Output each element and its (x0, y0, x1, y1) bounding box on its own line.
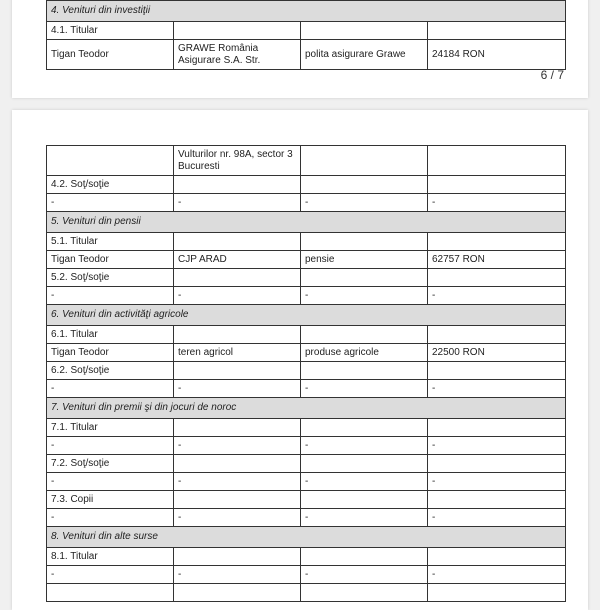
dash-cell: - (301, 380, 428, 398)
empty-cell (428, 362, 566, 380)
empty-cell (428, 176, 566, 194)
service-cell: pensie (301, 251, 428, 269)
empty-cell (428, 22, 566, 40)
empty-cell (428, 548, 566, 566)
dash-cell: - (428, 380, 566, 398)
empty-cell (47, 584, 174, 602)
dash-cell: - (174, 473, 301, 491)
income-table (46, 145, 566, 602)
service-cell: produse agricole (301, 344, 428, 362)
section-header-other (47, 527, 566, 548)
section-header-pensions (47, 212, 566, 233)
row-label: 4.2. Soţ/soţie (47, 176, 174, 194)
row-label: 5.2. Soţ/soţie (47, 269, 174, 287)
empty-cell (301, 548, 428, 566)
dash-cell: - (428, 287, 566, 305)
empty-cell (428, 326, 566, 344)
section-title: 7. Venituri din premii şi din jocuri de noroc (47, 398, 566, 419)
source-cell: GRAWE România Asigurare S.A. Str. (174, 40, 301, 70)
table-row (47, 40, 566, 70)
empty-cell (428, 584, 566, 602)
amount-cell: 62757 RON (428, 251, 566, 269)
table-row (47, 584, 566, 602)
table-row (47, 437, 566, 455)
empty-cell (301, 326, 428, 344)
document-page-6 (12, 0, 588, 98)
dash-cell: - (301, 287, 428, 305)
table-row (47, 473, 566, 491)
empty-cell (301, 269, 428, 287)
empty-cell (301, 419, 428, 437)
section-header-agricultural (47, 305, 566, 326)
dash-cell: - (428, 566, 566, 584)
amount-cell: 22500 RON (428, 344, 566, 362)
table-row (47, 269, 566, 287)
dash-cell: - (428, 509, 566, 527)
dash-cell: - (174, 194, 301, 212)
dash-cell: - (174, 437, 301, 455)
empty-cell (301, 362, 428, 380)
empty-cell (428, 233, 566, 251)
dash-cell: - (174, 380, 301, 398)
row-label: 6.2. Soţ/soţie (47, 362, 174, 380)
section-title: 6. Venituri din activităţi agricole (47, 305, 566, 326)
table-row (47, 548, 566, 566)
dash-cell: - (47, 473, 174, 491)
beneficiary-cell: Tigan Teodor (47, 251, 174, 269)
empty-cell (174, 269, 301, 287)
section-header-investments (47, 1, 566, 22)
dash-cell: - (47, 194, 174, 212)
table-row (47, 380, 566, 398)
table-row (47, 194, 566, 212)
dash-cell: - (301, 473, 428, 491)
row-label: 8.1. Titular (47, 548, 174, 566)
empty-cell (301, 176, 428, 194)
dash-cell: - (428, 194, 566, 212)
empty-cell (174, 233, 301, 251)
beneficiary-cell: Tigan Teodor (47, 344, 174, 362)
table-row (47, 287, 566, 305)
amount-cell: 24184 RON (428, 40, 566, 70)
empty-cell (174, 491, 301, 509)
empty-cell (301, 491, 428, 509)
empty-cell (301, 455, 428, 473)
row-label: 5.1. Titular (47, 233, 174, 251)
table-row (47, 233, 566, 251)
dash-cell: - (47, 509, 174, 527)
empty-cell (301, 22, 428, 40)
row-label: 7.1. Titular (47, 419, 174, 437)
table-row (47, 566, 566, 584)
row-label: 4.1. Titular (47, 22, 174, 40)
dash-cell: - (428, 473, 566, 491)
table-row (47, 362, 566, 380)
empty-cell (301, 146, 428, 176)
table-row (47, 251, 566, 269)
dash-cell: - (428, 437, 566, 455)
table-row (47, 326, 566, 344)
dash-cell: - (47, 566, 174, 584)
section-title: 8. Venituri din alte surse (47, 527, 566, 548)
table-row (47, 176, 566, 194)
table-row (47, 146, 566, 176)
empty-cell (428, 491, 566, 509)
service-cell: polita asigurare Grawe (301, 40, 428, 70)
dash-cell: - (174, 566, 301, 584)
empty-cell (428, 146, 566, 176)
empty-cell (174, 176, 301, 194)
table-row (47, 509, 566, 527)
dash-cell: - (301, 437, 428, 455)
empty-cell (174, 362, 301, 380)
empty-cell (428, 419, 566, 437)
dash-cell: - (174, 509, 301, 527)
source-cell: Vulturilor nr. 98A, sector 3 Bucuresti (174, 146, 301, 176)
row-label: 7.3. Copii (47, 491, 174, 509)
row-label: 6.1. Titular (47, 326, 174, 344)
empty-cell (174, 22, 301, 40)
empty-cell (428, 269, 566, 287)
empty-cell (174, 419, 301, 437)
row-label: 7.2. Soţ/soţie (47, 455, 174, 473)
section-title: 4. Venituri din investiţii (47, 1, 566, 22)
source-cell: teren agricol (174, 344, 301, 362)
dash-cell: - (174, 287, 301, 305)
table-row (47, 22, 566, 40)
empty-cell (301, 584, 428, 602)
dash-cell: - (301, 194, 428, 212)
income-table-investments (46, 0, 566, 70)
table-row (47, 419, 566, 437)
empty-cell (428, 455, 566, 473)
dash-cell: - (47, 380, 174, 398)
table-row (47, 491, 566, 509)
source-cell: CJP ARAD (174, 251, 301, 269)
empty-cell (301, 233, 428, 251)
empty-cell (174, 584, 301, 602)
section-header-prizes (47, 398, 566, 419)
empty-cell (174, 548, 301, 566)
table-row (47, 455, 566, 473)
document-page-7 (12, 110, 588, 610)
dash-cell: - (47, 437, 174, 455)
dash-cell: - (301, 566, 428, 584)
page-number: 6 / 7 (540, 68, 564, 82)
empty-cell (174, 326, 301, 344)
beneficiary-cell: Tigan Teodor (47, 40, 174, 70)
table-row (47, 344, 566, 362)
dash-cell: - (301, 509, 428, 527)
dash-cell: - (47, 287, 174, 305)
empty-cell (174, 455, 301, 473)
section-title: 5. Venituri din pensii (47, 212, 566, 233)
empty-cell (47, 146, 174, 176)
